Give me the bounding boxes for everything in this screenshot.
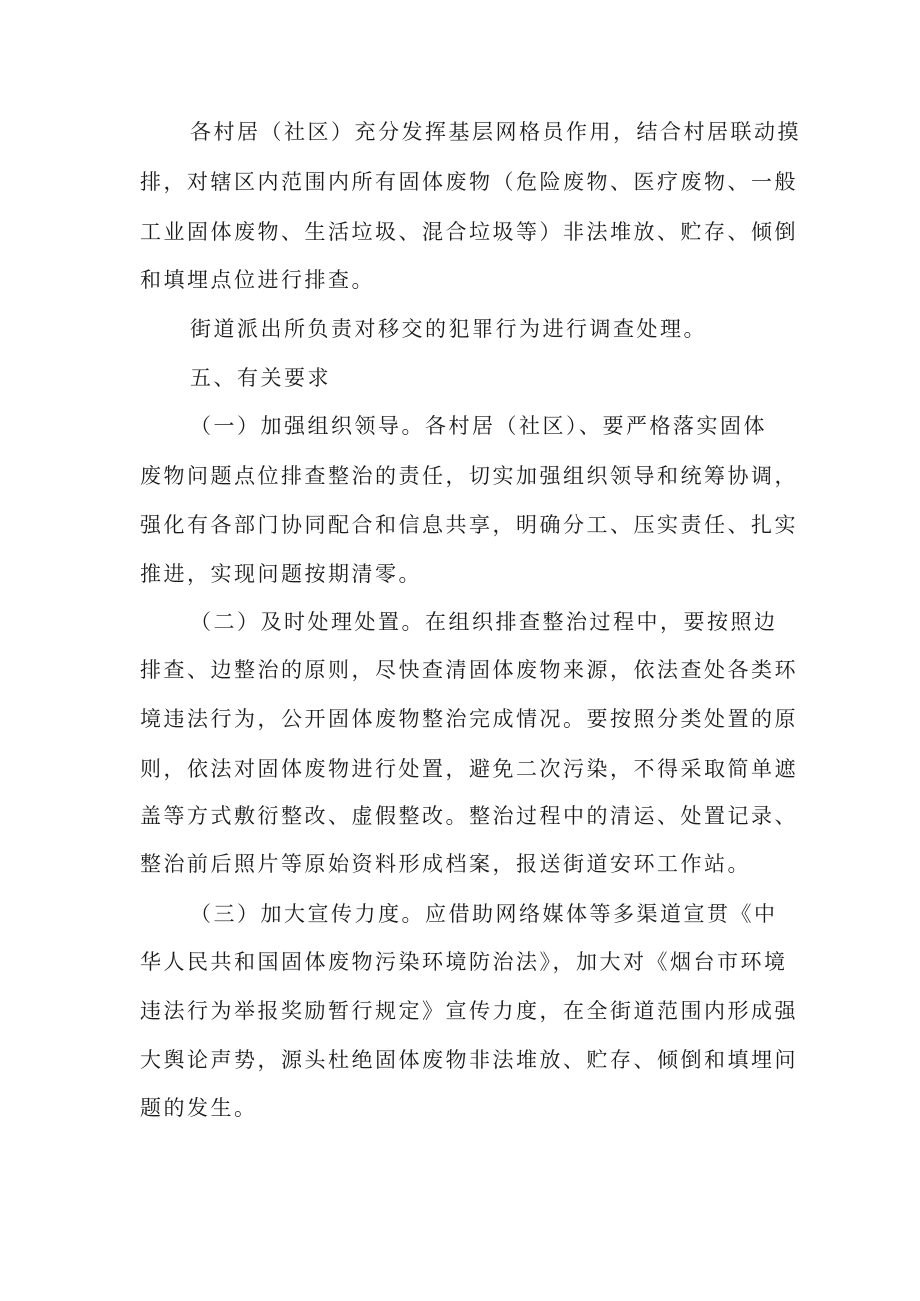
para-5-line-3: 违法行为举报奖励暂行规定》宣传力度，在全街道范围内形成强 (140, 999, 798, 1023)
para-4-line-1: （二）及时处理处置。在组织排查整治过程中，要按照边 (190, 610, 778, 634)
para-5-line-4: 大舆论声势，源头杜绝固体废物非法堆放、贮存、倾倒和填埋问 (140, 1048, 798, 1072)
para-5-line-1: （三）加大宣传力度。应借助网络媒体等多渠道宣贯《中 (190, 902, 778, 926)
para-3-line-3: 强化有各部门协同配合和信息共享，明确分工、压实责任、扎实 (140, 513, 798, 537)
para-5-line-5: 题的发生。 (140, 1096, 258, 1120)
para-5-line-2: 华人民共和国固体废物污染环境防治法》，加大对《烟台市环境 (140, 950, 788, 974)
para-4-line-2: 排查、边整治的原则，尽快查清固体废物来源，依法查处各类环 (140, 658, 798, 682)
section-heading: 五、有关要求 (190, 366, 331, 390)
para-1-line-4: 和填埋点位进行排查。 (140, 268, 375, 292)
para-1-line-3: 工业固体废物、生活垃圾、混合垃圾等）非法堆放、贮存、倾倒 (140, 220, 798, 244)
para-4-line-5: 盖等方式敷衍整改、虚假整改。整治过程中的清运、处置记录、 (140, 804, 798, 828)
para-4-line-4: 则，依法对固体废物进行处置，避免二次污染，不得采取简单遮 (140, 757, 798, 781)
para-1-line-2: 排，对辖区内范围内所有固体废物（危险废物、医疗废物、一般 (140, 170, 798, 194)
para-4-line-6: 整治前后照片等原始资料形成档案，报送街道安环工作站。 (140, 852, 751, 876)
para-3-line-2: 废物问题点位排查整治的责任，切实加强组织领导和统筹协调， (140, 464, 798, 488)
para-3-line-4: 推进，实现问题按期清零。 (140, 562, 422, 586)
para-1-line-1: 各村居（社区）充分发挥基层网格员作用，结合村居联动摸 (190, 120, 801, 144)
para-2-line-1: 街道派出所负责对移交的犯罪行为进行调查处理。 (190, 317, 707, 341)
para-4-line-3: 境违法行为，公开固体废物整治完成情况。要按照分类处置的原 (140, 707, 798, 731)
para-3-line-1: （一）加强组织领导。各村居（社区）、要严格落实固体 (190, 414, 767, 438)
